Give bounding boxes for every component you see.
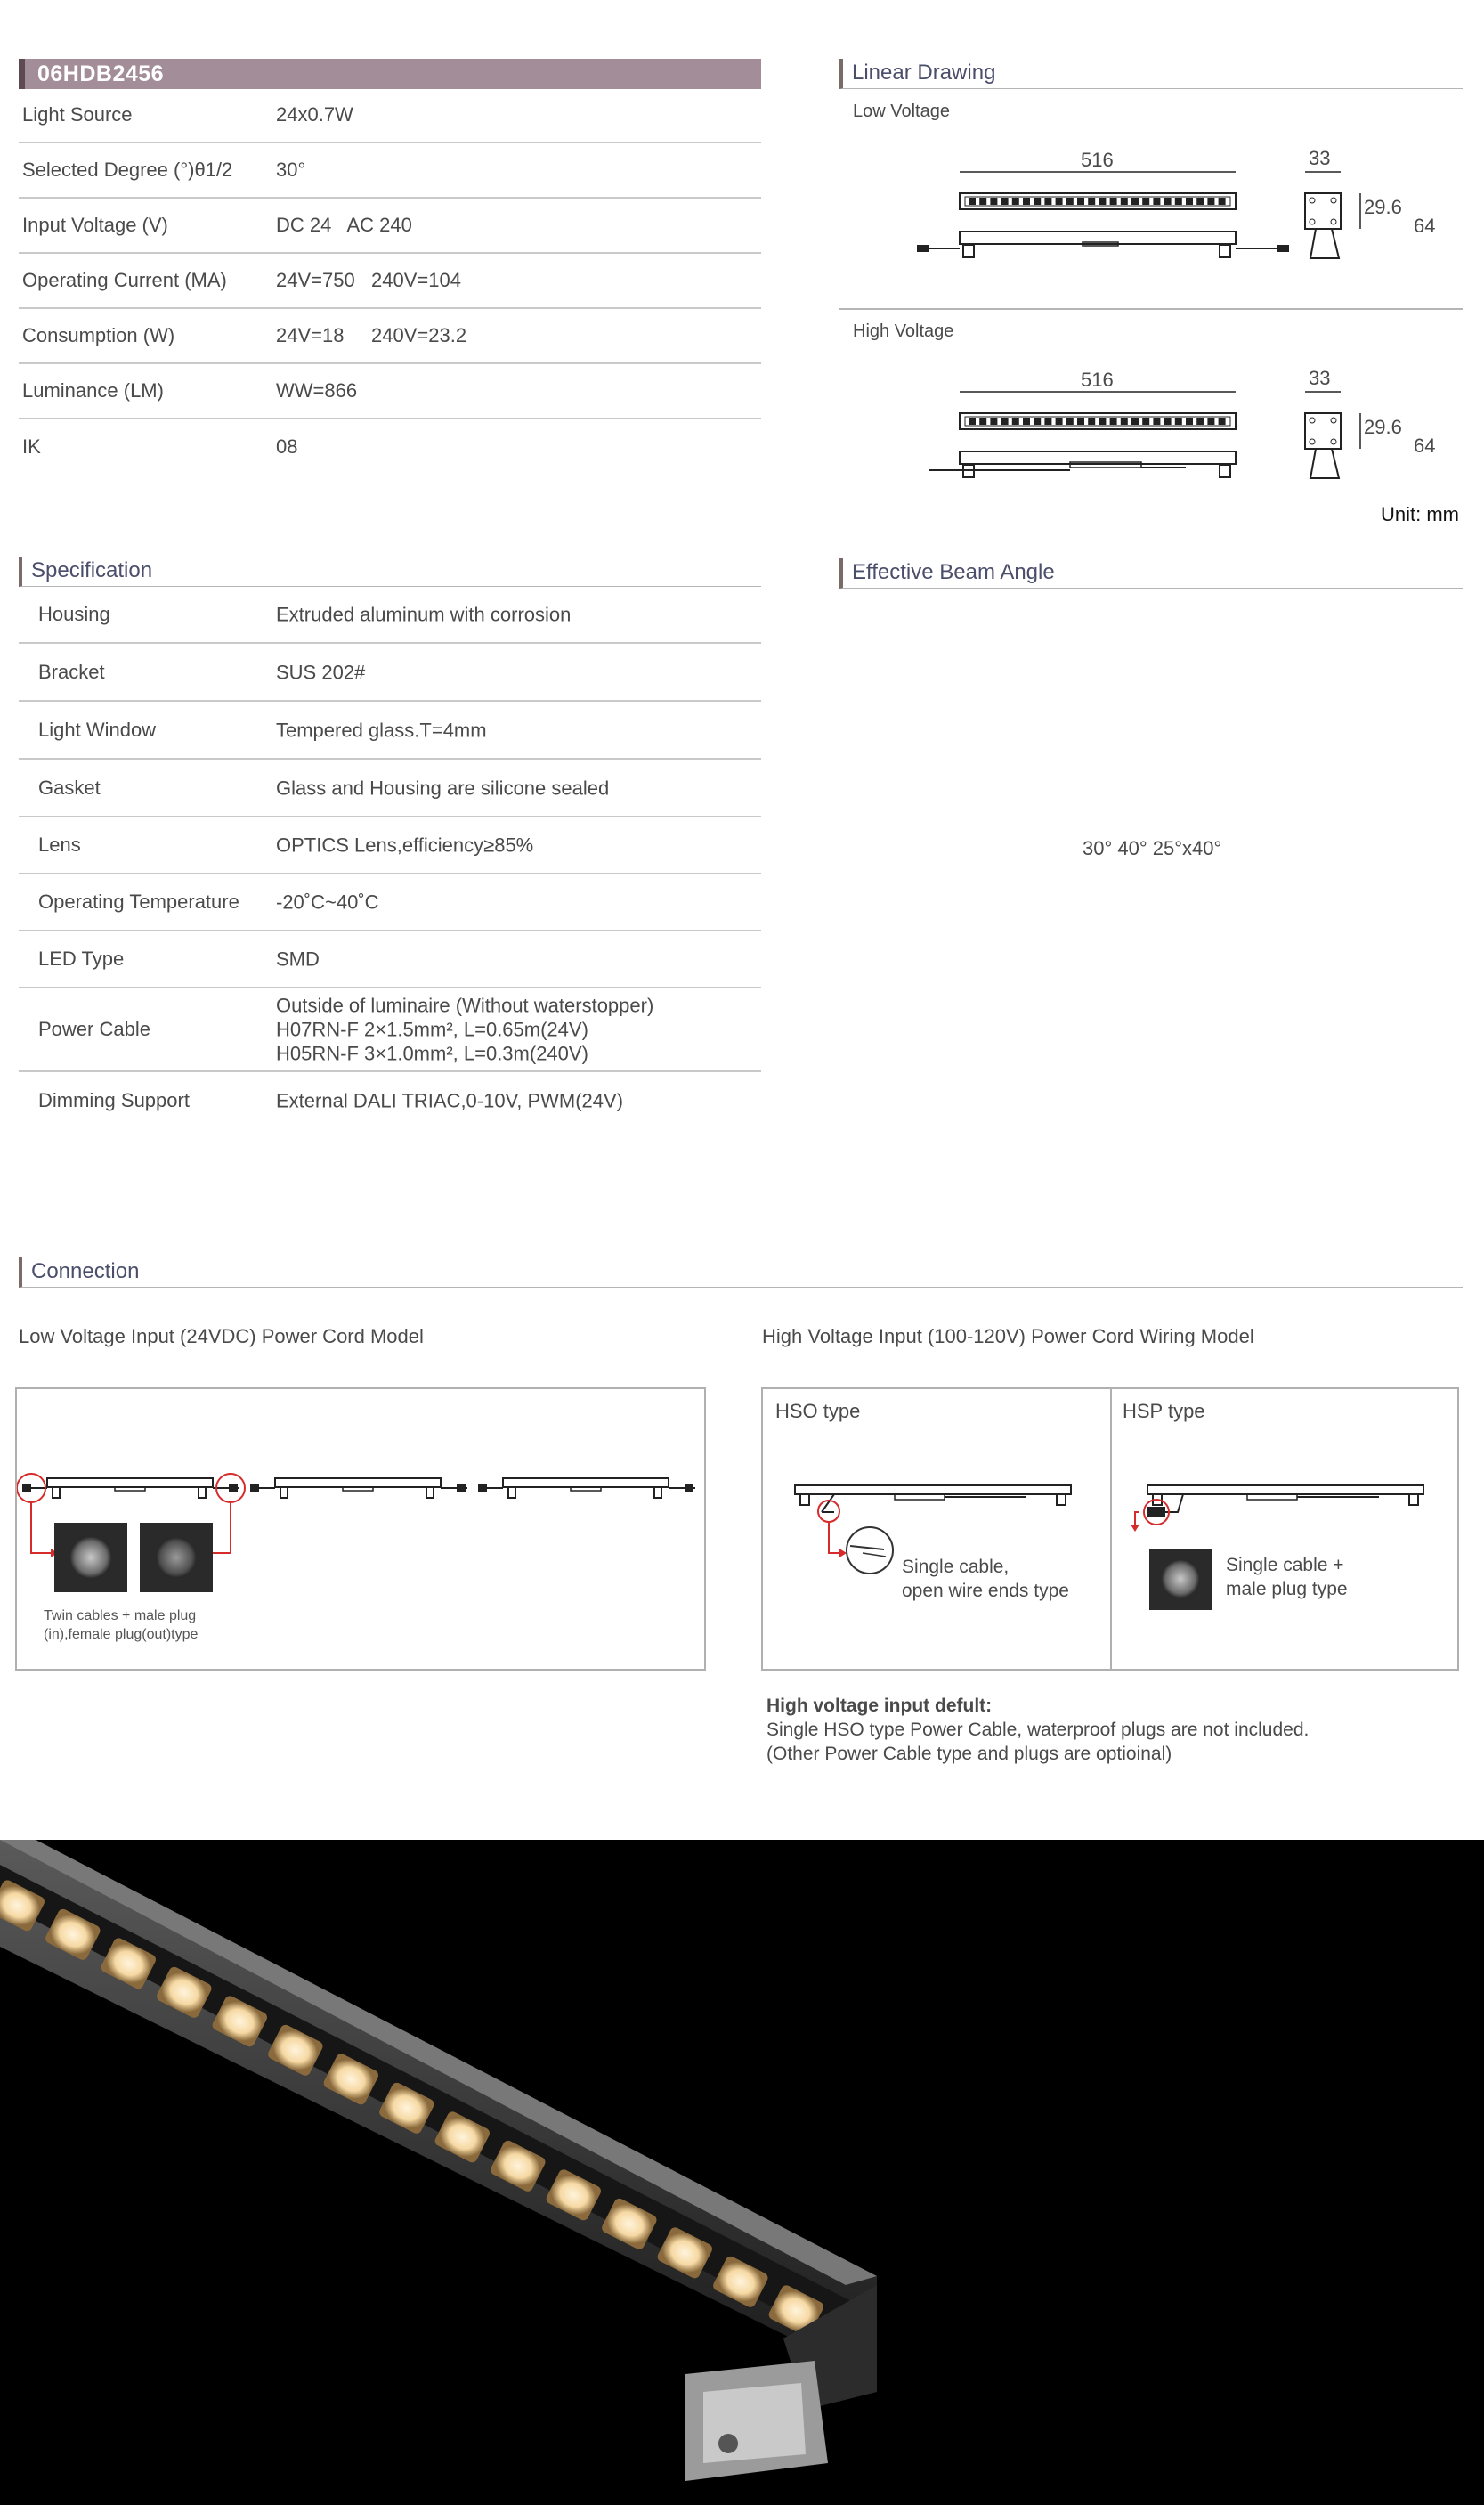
spec-value xyxy=(276,834,533,858)
note-line: Single HSO type Power Cable, waterproof plugs are not included. xyxy=(766,1720,1310,1740)
chained-light-bar xyxy=(22,1478,239,1498)
hv-width-dim: 33 xyxy=(1309,367,1331,389)
spec-value xyxy=(276,718,487,742)
led-array xyxy=(0,1878,825,2338)
spec-value: 24x0.7W xyxy=(276,103,353,126)
spec-value: 30° xyxy=(276,159,306,181)
top-view-bar xyxy=(960,413,1236,429)
basic-spec-row xyxy=(19,199,761,254)
spec-label: Lens xyxy=(38,834,81,856)
hso-type-title: HSO type xyxy=(775,1400,861,1422)
high-voltage-label: High Voltage xyxy=(853,321,954,341)
side-view-bar xyxy=(917,232,1289,257)
high-voltage-connection-box xyxy=(761,1387,1459,1671)
spec-value: 08 xyxy=(276,435,298,458)
spec-label: Selected Degree (°)θ1/2 xyxy=(22,159,233,181)
specification-row xyxy=(19,587,761,644)
high-voltage-drawing xyxy=(908,362,1371,496)
spec-value-line: H07RN-F 2×1.5mm², L=0.65m(24V) xyxy=(276,1018,588,1041)
high-voltage-note xyxy=(766,1694,1309,1766)
high-voltage-cord-title: High Voltage Input (100-120V) Power Cord Wiring Model xyxy=(762,1325,1254,1347)
spec-label: Dimming Support xyxy=(38,1089,190,1111)
unit-label: Unit: mm xyxy=(1381,503,1459,525)
spec-label: Operating Current (MA) xyxy=(22,269,227,291)
specification-row xyxy=(19,931,761,988)
hsp-type-title: HSP type xyxy=(1123,1400,1205,1422)
product-title-bar xyxy=(19,59,761,89)
section-title: Specification xyxy=(31,558,153,582)
low-voltage-cord-title: Low Voltage Input (24VDC) Power Cord Model xyxy=(19,1325,424,1347)
lv-width-dim: 33 xyxy=(1309,147,1331,169)
spec-value: WW=866 xyxy=(276,379,358,402)
section-title: Linear Drawing xyxy=(852,61,996,85)
spec-label: Light Source xyxy=(22,103,133,126)
spec-value-line: Tempered glass.T=4mm xyxy=(276,719,487,741)
side-view-bar xyxy=(929,451,1236,477)
spec-label: Gasket xyxy=(38,776,101,799)
note-line: (Other Power Cable type and plugs are optioinal) xyxy=(766,1744,1172,1764)
spec-label: LED Type xyxy=(38,948,125,970)
spec-value-line: SUS 202# xyxy=(276,661,366,683)
end-view-bracket xyxy=(1305,172,1371,258)
spec-label: Bracket xyxy=(38,660,105,683)
lv-length-dim: 516 xyxy=(1081,149,1114,171)
spec-value: DC 24 AC 240 xyxy=(276,214,412,236)
drawing-divider xyxy=(839,308,1463,310)
spec-value-line: H05RN-F 3×1.0mm², L=0.3m(240V) xyxy=(276,1042,588,1065)
chained-light-bar xyxy=(478,1478,695,1498)
hso-caption: Single cable, open wire ends type xyxy=(902,1557,1069,1601)
basic-spec-row xyxy=(19,364,761,419)
hv-length-dim: 516 xyxy=(1081,369,1114,391)
spec-value-line: Extruded aluminum with corrosion xyxy=(276,603,572,626)
basic-spec-row xyxy=(19,254,761,309)
female-plug-photo-icon xyxy=(140,1523,213,1592)
section-title: Connection xyxy=(31,1259,140,1283)
spec-label: Light Window xyxy=(38,718,157,741)
note-title: High voltage input defult: xyxy=(766,1696,993,1716)
spec-value-line: SMD xyxy=(276,948,320,971)
hv-height-inner-dim: 29.6 xyxy=(1364,416,1402,438)
section-connection xyxy=(19,1257,1463,1288)
chained-light-bar xyxy=(250,1478,467,1498)
section-linear-drawing xyxy=(839,59,1463,89)
lv-height-inner-dim: 29.6 xyxy=(1364,196,1402,218)
spec-label: Housing xyxy=(38,603,110,625)
spec-value-line: -20˚C~40˚C xyxy=(276,891,379,914)
warm-led-product-photo-icon xyxy=(0,1840,1484,2505)
hsp-plug-photo-icon xyxy=(1149,1549,1212,1610)
spec-value-line: External DALI TRIAC,0-10V, PWM(24V) xyxy=(276,1089,624,1112)
low-voltage-connection-box xyxy=(15,1387,706,1671)
basic-spec-row xyxy=(19,419,761,475)
product-model: 06HDB2456 xyxy=(37,61,165,86)
spec-value xyxy=(276,891,379,915)
basic-spec-row xyxy=(19,88,761,143)
hsp-caption: Single cable + male plug type xyxy=(1226,1555,1348,1599)
spec-value-line: Glass and Housing are silicone sealed xyxy=(276,777,610,799)
low-voltage-label: Low Voltage xyxy=(853,102,950,121)
specification-row xyxy=(19,702,761,760)
section-specification xyxy=(19,557,761,587)
specification-row xyxy=(19,988,761,1072)
spec-value: 24V=18 240V=23.2 xyxy=(276,324,467,346)
spec-value xyxy=(276,603,571,627)
section-beam-angle xyxy=(839,558,1463,589)
spec-label: Consumption (W) xyxy=(22,324,175,346)
spec-label: Luminance (LM) xyxy=(22,379,164,402)
spec-label: IK xyxy=(22,435,41,458)
spec-value xyxy=(276,660,365,684)
specification-row xyxy=(19,874,761,931)
section-title: Effective Beam Angle xyxy=(852,560,1055,584)
low-voltage-caption: Twin cables + male plug (in),female plug(out)type xyxy=(44,1608,199,1642)
low-voltage-drawing xyxy=(908,142,1371,276)
spec-label: Input Voltage (V) xyxy=(22,214,168,236)
specification-row xyxy=(19,817,761,874)
spec-label: Power Cable xyxy=(38,1018,150,1040)
spec-value-line: OPTICS Lens,efficiency≥85% xyxy=(276,834,534,857)
hv-height-total-dim: 64 xyxy=(1414,435,1436,457)
specification-row xyxy=(19,760,761,817)
beam-angle-values: 30° 40° 25°x40° xyxy=(1083,837,1222,859)
end-view-bracket xyxy=(1305,392,1371,478)
spec-value-line: Outside of luminaire (Without waterstopper) xyxy=(276,994,654,1017)
product-photo xyxy=(0,1840,1484,2505)
spec-value xyxy=(276,948,320,972)
lv-height-total-dim: 64 xyxy=(1414,215,1436,237)
spec-value xyxy=(276,994,653,1066)
spec-value xyxy=(276,1089,623,1113)
basic-spec-row xyxy=(19,143,761,199)
spec-label: Operating Temperature xyxy=(38,891,239,913)
spec-value xyxy=(276,776,609,800)
top-view-bar xyxy=(960,193,1236,209)
specification-row xyxy=(19,644,761,702)
specification-row xyxy=(19,1072,761,1129)
spec-value: 24V=750 240V=104 xyxy=(276,269,461,291)
male-plug-photo-icon xyxy=(54,1523,127,1592)
basic-spec-row xyxy=(19,309,761,364)
